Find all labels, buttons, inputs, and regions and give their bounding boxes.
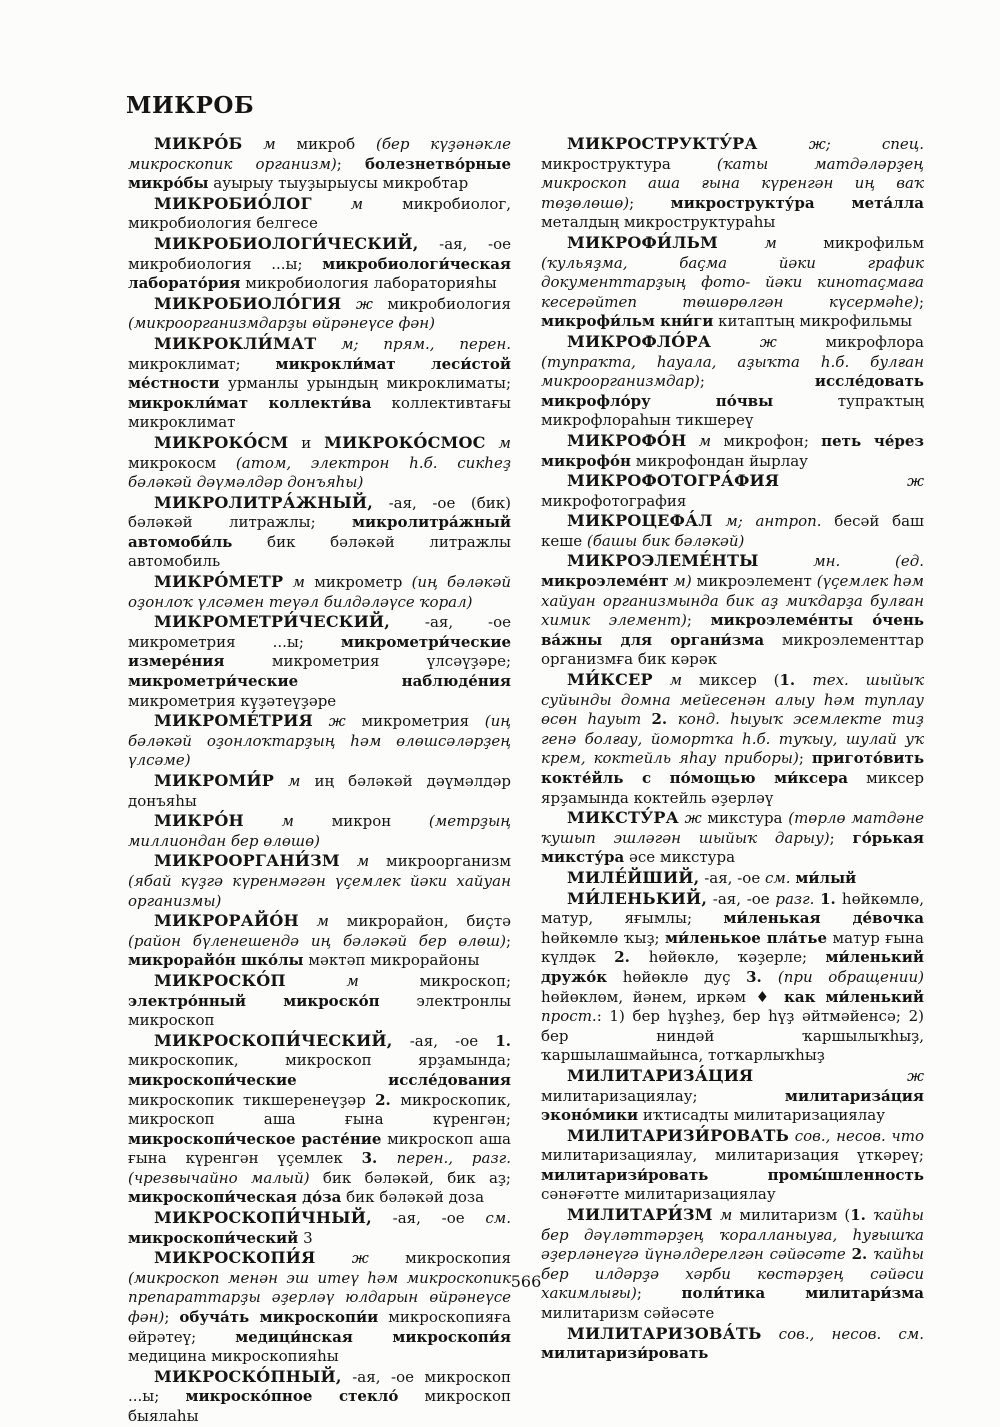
dictionary-entry xyxy=(128,911,511,971)
dictionary-entry xyxy=(128,971,511,1031)
entry-text: микроскопик, микроскоп аша ғына күренгән; xyxy=(128,1090,511,1129)
entry-text: м; антроп. xyxy=(712,512,835,531)
entry-text: сов., несов. что xyxy=(789,1126,924,1145)
dictionary-entry xyxy=(128,134,511,194)
entry-text: 1. xyxy=(820,889,842,908)
entry-text: милитаризациялау; xyxy=(541,1086,785,1105)
entry-text: ж xyxy=(341,294,388,313)
entry-text: ; xyxy=(164,1308,180,1327)
dictionary-entry xyxy=(128,493,511,572)
entry-text: һөйкөмлө ҡыҙ; xyxy=(541,928,666,947)
entry-text: петь че́рез микрофо́н xyxy=(541,431,924,470)
entry-text: микрофлора xyxy=(825,332,924,351)
entry-text: микрофон; xyxy=(723,431,822,450)
headword: МИКРО́Н xyxy=(154,811,244,831)
dictionary-entry xyxy=(128,612,511,711)
page-number: 566 xyxy=(510,1272,542,1291)
entry-text: 3. xyxy=(361,1149,397,1168)
dictionary-entry xyxy=(128,1367,511,1427)
dictionary-entry xyxy=(541,511,924,551)
entry-text: ; xyxy=(918,292,924,311)
entry-text: тупраҡтың микрофлораһын тикшереү xyxy=(541,391,924,430)
entry-text: (метрҙың миллиондан бер өлөшө) xyxy=(128,812,511,850)
entry-text: ми́ленькое пла́тье xyxy=(665,928,828,947)
entry-text: ; xyxy=(629,193,671,212)
entry-text: микроскопи́ческий xyxy=(128,1228,299,1247)
entry-text: милитаризм ( xyxy=(739,1206,851,1225)
entry-text: микрорайон, биҫтә xyxy=(346,912,511,931)
headword: МИКРОФИ́ЛЬМ xyxy=(567,232,719,252)
entry-text: ауырыу тыуҙырыусы микробтар xyxy=(208,174,469,193)
entry-text: -ая, -ое микробиология ...ы; xyxy=(128,234,511,273)
entry-text: болезнетво́рные микро́бы xyxy=(128,154,511,193)
dictionary-entry xyxy=(128,1031,511,1208)
entry-text: электронлы микроскоп xyxy=(128,991,511,1030)
entry-text: м xyxy=(652,671,699,690)
entry-text: -ая, -ое xyxy=(699,868,765,887)
entry-text: (микроскоп менән эш итеү һәм микроскопик препараттарҙы әҙерләү юлдарын өйрәнеүсе фән) xyxy=(128,1268,511,1327)
entry-text: микроскопи́ческая до́за xyxy=(128,1188,342,1207)
headword: МИЛИТАРИЗА́ЦИЯ xyxy=(567,1065,754,1085)
dictionary-entry xyxy=(128,234,511,294)
headword: МИКРО́Б xyxy=(154,134,243,153)
headword: МИКРОМЕ́ТРИЯ xyxy=(154,711,313,731)
entry-text: м xyxy=(243,812,332,831)
headword: МИКРОСКО́П xyxy=(154,970,286,990)
dictionary-entry xyxy=(541,551,924,670)
entry-text: сов., несов. см. xyxy=(761,1324,924,1343)
entry-text: һөйөклө, ҡәҙерле; xyxy=(648,948,826,967)
entry-text: 2. xyxy=(851,1245,874,1264)
entry-text: конд. һыуыҡ эсемлекте тиҙ генә болғау, йомортҡа һ.б. туҡыу, шулай уҡ крем, коктейль яһау приборы) xyxy=(541,710,924,768)
entry-text: металдың микроструктураһы xyxy=(541,213,776,232)
headword: МИКРОКО́СМ xyxy=(154,432,289,452)
headword: МИКРОСКО́ПНЫЙ, xyxy=(154,1366,342,1386)
entry-text: микроскопик, микроскоп ярҙамында; xyxy=(128,1051,511,1070)
headword: МИКРОРАЙО́Н xyxy=(154,911,299,931)
entry-text: ж; спец. xyxy=(757,135,924,153)
entry-text: миксер ярҙамында коктейль әҙерләү xyxy=(541,769,924,807)
entry-text: бик бәләкәй, бик аҙ; xyxy=(322,1168,511,1187)
entry-text: 2. xyxy=(651,710,678,729)
dictionary-entry xyxy=(128,1248,511,1367)
entry-text: микрострукту́ра мета́лла xyxy=(670,193,924,212)
entry-text: милитаризм сәйәсәте xyxy=(541,1304,715,1323)
entry-text: матур ғына күлдәк xyxy=(541,928,924,967)
entry-text: микроскопи́ческие иссле́дования xyxy=(128,1070,511,1089)
dictionary-entry xyxy=(128,711,511,771)
entry-text: м xyxy=(311,194,403,213)
entry-text: ♦ как ми́ленький xyxy=(755,987,924,1006)
entry-text: ж xyxy=(312,712,362,731)
entry-text: (иң бәләкәй оҙонлоҡ үлсәмен теүәл билдәләүсе ҡорал) xyxy=(128,573,511,611)
entry-text: (ҡаты матдәләрҙең микроскоп аша ғына күренгән иң ваҡ төҙөлөшө) xyxy=(541,154,924,212)
headword: МИКРОСТРУКТУ́РА xyxy=(567,134,758,153)
entry-text: микролитра́жный автомоби́ль xyxy=(128,513,511,551)
entry-text: микрометрия xyxy=(361,712,485,731)
entry-text: м xyxy=(485,433,511,452)
entry-text: м xyxy=(686,431,724,450)
entry-text: ж xyxy=(710,332,826,351)
entry-text: микрокосм xyxy=(128,453,236,472)
entry-text: бесәй баш кеше xyxy=(541,512,924,550)
entry-text: ми́ленький дружо́к xyxy=(541,948,925,986)
entry-text: разг. xyxy=(775,889,821,908)
entry-text: ; xyxy=(636,1284,682,1303)
entry-text: ҡайһы бер илдәрҙә хәрби көстәрҙең сәйәси хакимлығы) xyxy=(541,1245,924,1303)
dictionary-entry xyxy=(128,851,511,911)
entry-text: ми́ленькая де́вочка xyxy=(723,909,924,928)
entry-text: (башы бик бәләкәй) xyxy=(586,531,745,550)
dictionary-entry xyxy=(541,1205,924,1324)
entry-text: ; xyxy=(798,749,812,768)
entry-text: ж xyxy=(678,809,708,828)
entry-text: поли́тика милитари́зма xyxy=(681,1284,925,1303)
entry-text: микрофондан йырлау xyxy=(631,451,808,470)
entry-text: -ая, -ое (бик) бәләкәй литражлы; xyxy=(128,493,511,532)
entry-text: (бер күҙәнәкле микроскопик организм) xyxy=(128,135,511,173)
entry-text: һөйөклөм, йәнем, иркәм xyxy=(541,987,756,1006)
dictionary-entry xyxy=(128,294,511,334)
headword: МИКРО́МЕТР xyxy=(154,572,284,592)
entry-text: м xyxy=(298,912,347,931)
entry-text: микроско́пное стекло́ xyxy=(185,1387,399,1406)
entry-text: микроорганизм xyxy=(386,852,511,871)
entry-text: микрометр xyxy=(314,573,412,592)
dictionary-entry xyxy=(128,433,511,493)
headword: МИКРОЛИТРА́ЖНЫЙ, xyxy=(154,492,374,512)
entry-text: милитаризи́ровать xyxy=(541,1344,709,1363)
entry-text: микрофи́льм кни́ги xyxy=(541,312,714,331)
entry-text: коллективтағы микроклимат xyxy=(128,393,511,432)
headword: МИЛЕ́ЙШИЙ, xyxy=(567,867,700,887)
entry-text: микрометри́ческие наблюде́ния xyxy=(128,672,511,691)
dictionary-entry xyxy=(128,572,511,612)
entry-text: бик бәләкәй доза xyxy=(341,1188,485,1207)
entry-text: микрофильм xyxy=(823,233,924,252)
headword: МИКРОМИ́Р xyxy=(154,771,275,790)
headword: МИКРОФЛО́РА xyxy=(567,331,711,351)
entry-text: пригото́вить кокте́йль с по́мощью ми́ксера xyxy=(541,749,925,787)
entry-text: микроэлеме́нты о́чень ва́жны для органи́зма xyxy=(541,611,924,649)
entry-text: урманлы урындың микроклиматы; xyxy=(219,374,511,393)
dictionary-entry xyxy=(128,194,511,234)
dictionary-entry xyxy=(128,811,511,851)
entry-text: (район бүленешендә иң бәләкәй бер өлөш) xyxy=(128,931,506,950)
entry-text: микроскопи́ческое расте́ние xyxy=(128,1129,382,1148)
entry-text: микроб xyxy=(296,135,376,153)
entry-text: микробиолог, микробиология белгесе xyxy=(128,194,511,233)
dictionary-entry xyxy=(541,808,924,868)
entry-text: микрокли́мат леси́стой ме́стности xyxy=(128,354,511,393)
dictionary-entry xyxy=(541,233,924,332)
headword: МИКРОБИОЛО́ГИЯ xyxy=(154,293,342,313)
headword: МИКРОФО́Н xyxy=(567,430,687,450)
headword: МИКРОФОТОГРА́ФИЯ xyxy=(567,471,780,491)
entry-text: (микроорганизмдарҙы өйрәнеүсе фән) xyxy=(128,314,435,333)
entry-text: 2. xyxy=(375,1090,401,1109)
entry-text: микрокли́мат коллекти́ва xyxy=(128,393,372,412)
entry-text: ж xyxy=(315,1249,406,1268)
headword: МИКРОКО́СМОС xyxy=(324,432,486,452)
entry-text: микробиология xyxy=(387,294,511,313)
entry-text: һөйкөмлө, матур, яғымлы; xyxy=(541,889,924,928)
entry-text: перен., разг. (чрезвычайно малый) xyxy=(128,1149,512,1187)
entry-text: -ая, -ое микроскоп ...ы; xyxy=(128,1367,511,1406)
entry-text: 1. xyxy=(779,671,813,690)
entry-text: микрон xyxy=(331,812,429,831)
dictionary-entry xyxy=(128,334,511,433)
text-columns xyxy=(128,134,924,1427)
entry-text: ж xyxy=(779,472,924,491)
entry-text: микробиологи́ческая лаборато́рия xyxy=(128,254,511,293)
entry-text: : 1) бер һүҙһеҙ, бер һүҙ әйтмәйенсә; 2) бер ниндәй ҡаршылыҡһыҙ, ҡаршылашмайынса, тотҡарлыҡһыҙ xyxy=(541,1007,924,1065)
dictionary-entry xyxy=(541,332,924,431)
dictionary-entry xyxy=(128,771,511,811)
entry-text: микроскопик тикшеренеүҙәр xyxy=(128,1090,376,1109)
entry-text: микстура xyxy=(707,809,789,828)
entry-text: микроскопияға өйрәтеү; xyxy=(128,1308,511,1346)
entry-text: тех. шыйыҡ суйынды домна мейесенән алыу һәм туплау өсөн һауыт xyxy=(541,671,924,729)
entry-text: ми́лый xyxy=(795,868,857,887)
entry-text: микроструктура xyxy=(541,154,717,173)
entry-text: микрометрия үлсәүҙәре; xyxy=(224,652,511,671)
entry-text: ж xyxy=(753,1066,924,1085)
entry-text: м xyxy=(242,135,297,153)
headword: МИКРООРГАНИ́ЗМ xyxy=(154,851,340,871)
entry-text: милитаризи́ровать промы́шленность xyxy=(541,1165,924,1184)
entry-text: (ябай күҙгә күренмәгән үҫемлек йәки хайуан организмы) xyxy=(128,871,511,910)
entry-text: 1. xyxy=(495,1031,511,1050)
headword: МИКРОСКОПИ́ЧНЫЙ, xyxy=(154,1208,372,1228)
entry-text: микроскопия xyxy=(405,1249,511,1268)
dictionary-entry xyxy=(541,889,924,1066)
entry-text: м xyxy=(712,1206,740,1225)
entry-text: микроскоп быялаһы xyxy=(128,1387,511,1425)
entry-text: обуча́ть микроскопи́и xyxy=(179,1308,379,1327)
entry-text: (үҫемлек һәм хайуан организмында бик аҙ миҡдарҙа булған химик элемент) xyxy=(541,572,924,630)
entry-text: 3. xyxy=(746,967,778,986)
headword: МИКРОЦЕФА́Л xyxy=(567,511,713,531)
entry-text: ҡайһы бер дәүләттәрҙең ҡоралланыуға, һуғышҡа әҙерләнеүгә йүнәлдерелгән сәйәсәте xyxy=(541,1206,924,1264)
headword: МИЛИТАРИЗИ́РОВАТЬ xyxy=(567,1125,790,1145)
headword: МИКРОМЕТРИ́ЧЕСКИЙ, xyxy=(154,612,391,632)
headword: МИКСТУ́РА xyxy=(567,808,679,828)
entry-text: -ая, -ое микрометрия ...ы; xyxy=(128,613,511,651)
entry-text: һөйөклө дуҫ xyxy=(607,967,747,986)
entry-text: ; xyxy=(699,372,815,391)
entry-text: и xyxy=(288,433,325,452)
headword: МИКРОБИО́ЛОГ xyxy=(154,193,312,213)
entry-text: (ҡульяҙма, баҫма йәки график документтарҙың фото- йәки кинотаҫмаға кесерәйтеп төшөрөлгән күсермәһе) xyxy=(541,253,924,311)
entry-text: мн. (ед. xyxy=(758,552,924,571)
entry-text: ; xyxy=(336,154,365,173)
headword: МИКРОБИОЛОГИ́ЧЕСКИЙ, xyxy=(154,233,419,253)
entry-text: милитариза́ция эконо́мики xyxy=(541,1086,924,1125)
entry-text: иң бәләкәй дәүмәлдәр донъяһы xyxy=(128,772,511,810)
entry-text: см. xyxy=(764,868,796,887)
entry-text: микрофотография xyxy=(541,491,687,510)
entry-text: медицина микроскопияһы xyxy=(128,1347,339,1366)
headword: МИЛИТАРИ́ЗМ xyxy=(567,1205,713,1225)
entry-text: микрометри́ческие измере́ния xyxy=(128,632,511,671)
running-head: МИКРОБ xyxy=(126,92,255,119)
entry-text: (при обращении) xyxy=(777,967,924,986)
entry-text: (төрлө матдәне ҡушып эшләгән шыйыҡ дарыу) xyxy=(541,809,924,847)
dictionary-entry xyxy=(541,471,924,511)
dictionary-entry xyxy=(128,1208,511,1248)
entry-text: (иң бәләкәй оҙонлоҡтарҙың һәм өлөшсәләрҙең үлсәме) xyxy=(128,712,511,770)
entry-text: ; xyxy=(829,828,853,847)
entry-text: м) xyxy=(668,572,697,591)
entry-text: м xyxy=(718,233,824,252)
headword: МИЛИТАРИЗОВА́ТЬ xyxy=(567,1323,762,1343)
entry-text: м; прям., перен. xyxy=(316,334,511,353)
entry-text: микробиология лабораторияһы xyxy=(240,274,497,293)
entry-text: ; xyxy=(505,931,511,950)
entry-text: микрометрия күҙәтеүҙәре xyxy=(128,691,337,710)
entry-text: мәктәп микрорайоны xyxy=(303,951,480,970)
entry-text: микроскоп аша ғына күренгән үҫемлек xyxy=(128,1129,511,1168)
headword: МИ́КСЕР xyxy=(567,670,653,690)
dictionary-entry xyxy=(541,1126,924,1205)
entry-text: см. xyxy=(485,1209,511,1228)
entry-text: м xyxy=(274,772,315,790)
headword: МИКРОСКОПИ́ЧЕСКИЙ, xyxy=(154,1030,393,1050)
entry-text: (атом, электрон һ.б. сикһеҙ бәләкәй дәүмәлдәр донъяһы) xyxy=(128,453,512,492)
entry-text: әсе микстура xyxy=(624,848,736,867)
entry-text: микрорайо́н шко́лы xyxy=(128,951,304,970)
dictionary-entry xyxy=(541,1324,924,1364)
entry-text: иҡтисадты милитаризациялау xyxy=(638,1106,886,1125)
entry-text: микроскоп; xyxy=(419,971,511,990)
headword: МИКРОСКОПИ́Я xyxy=(154,1248,316,1268)
entry-text: м xyxy=(339,852,387,871)
entry-text: -ая, -ое xyxy=(707,889,776,908)
dictionary-entry xyxy=(541,1066,924,1126)
entry-text: медици́нская микроскопи́я xyxy=(235,1327,511,1346)
entry-text: микроэлеме́нт xyxy=(541,572,669,591)
dictionary-entry xyxy=(541,134,924,233)
dictionary-entry xyxy=(541,868,924,889)
entry-text: микроэлементтар организмға бик кәрәк xyxy=(541,630,924,669)
dictionary-entry xyxy=(541,670,924,808)
dictionary-entry xyxy=(541,431,924,471)
entry-text: прост. xyxy=(541,1007,597,1026)
entry-text: 1. xyxy=(850,1206,874,1225)
entry-text: бик бәләкәй литражлы автомобиль xyxy=(128,532,511,571)
entry-text: микроэлемент xyxy=(696,572,817,591)
entry-text: го́рькая миксту́ра xyxy=(541,828,924,867)
entry-text: сәнәғәтте милитаризациялау xyxy=(541,1185,776,1204)
entry-text: 2. xyxy=(614,948,649,967)
entry-text: -ая, -ое xyxy=(371,1209,486,1228)
entry-text: ; xyxy=(686,611,711,630)
entry-text: милитаризациялау, милитаризация үткәреү; xyxy=(541,1146,924,1165)
entry-text: 3 xyxy=(298,1228,313,1247)
headword: МИКРОКЛИ́МАТ xyxy=(154,333,317,353)
headword: МИКРОЭЛЕМЕ́НТЫ xyxy=(567,551,759,571)
entry-text: -ая, -ое xyxy=(392,1031,496,1050)
entry-text: электро́нный микроско́п xyxy=(128,991,380,1010)
headword: МИ́ЛЕНЬКИЙ, xyxy=(567,888,708,908)
entry-text: китаптың микрофильмы xyxy=(713,312,913,331)
entry-text: м xyxy=(283,573,315,592)
entry-text: иссле́довать микрофло́ру по́чвы xyxy=(541,372,924,410)
left-column xyxy=(128,134,511,1427)
entry-text: (тупраҡта, һауала, аҙыҡта һ.б. булған микроорганизмдар) xyxy=(541,352,924,391)
right-column xyxy=(541,134,924,1427)
entry-text: миксер ( xyxy=(698,671,780,690)
entry-text: м xyxy=(285,971,420,990)
entry-text: микроклимат; xyxy=(128,354,276,373)
